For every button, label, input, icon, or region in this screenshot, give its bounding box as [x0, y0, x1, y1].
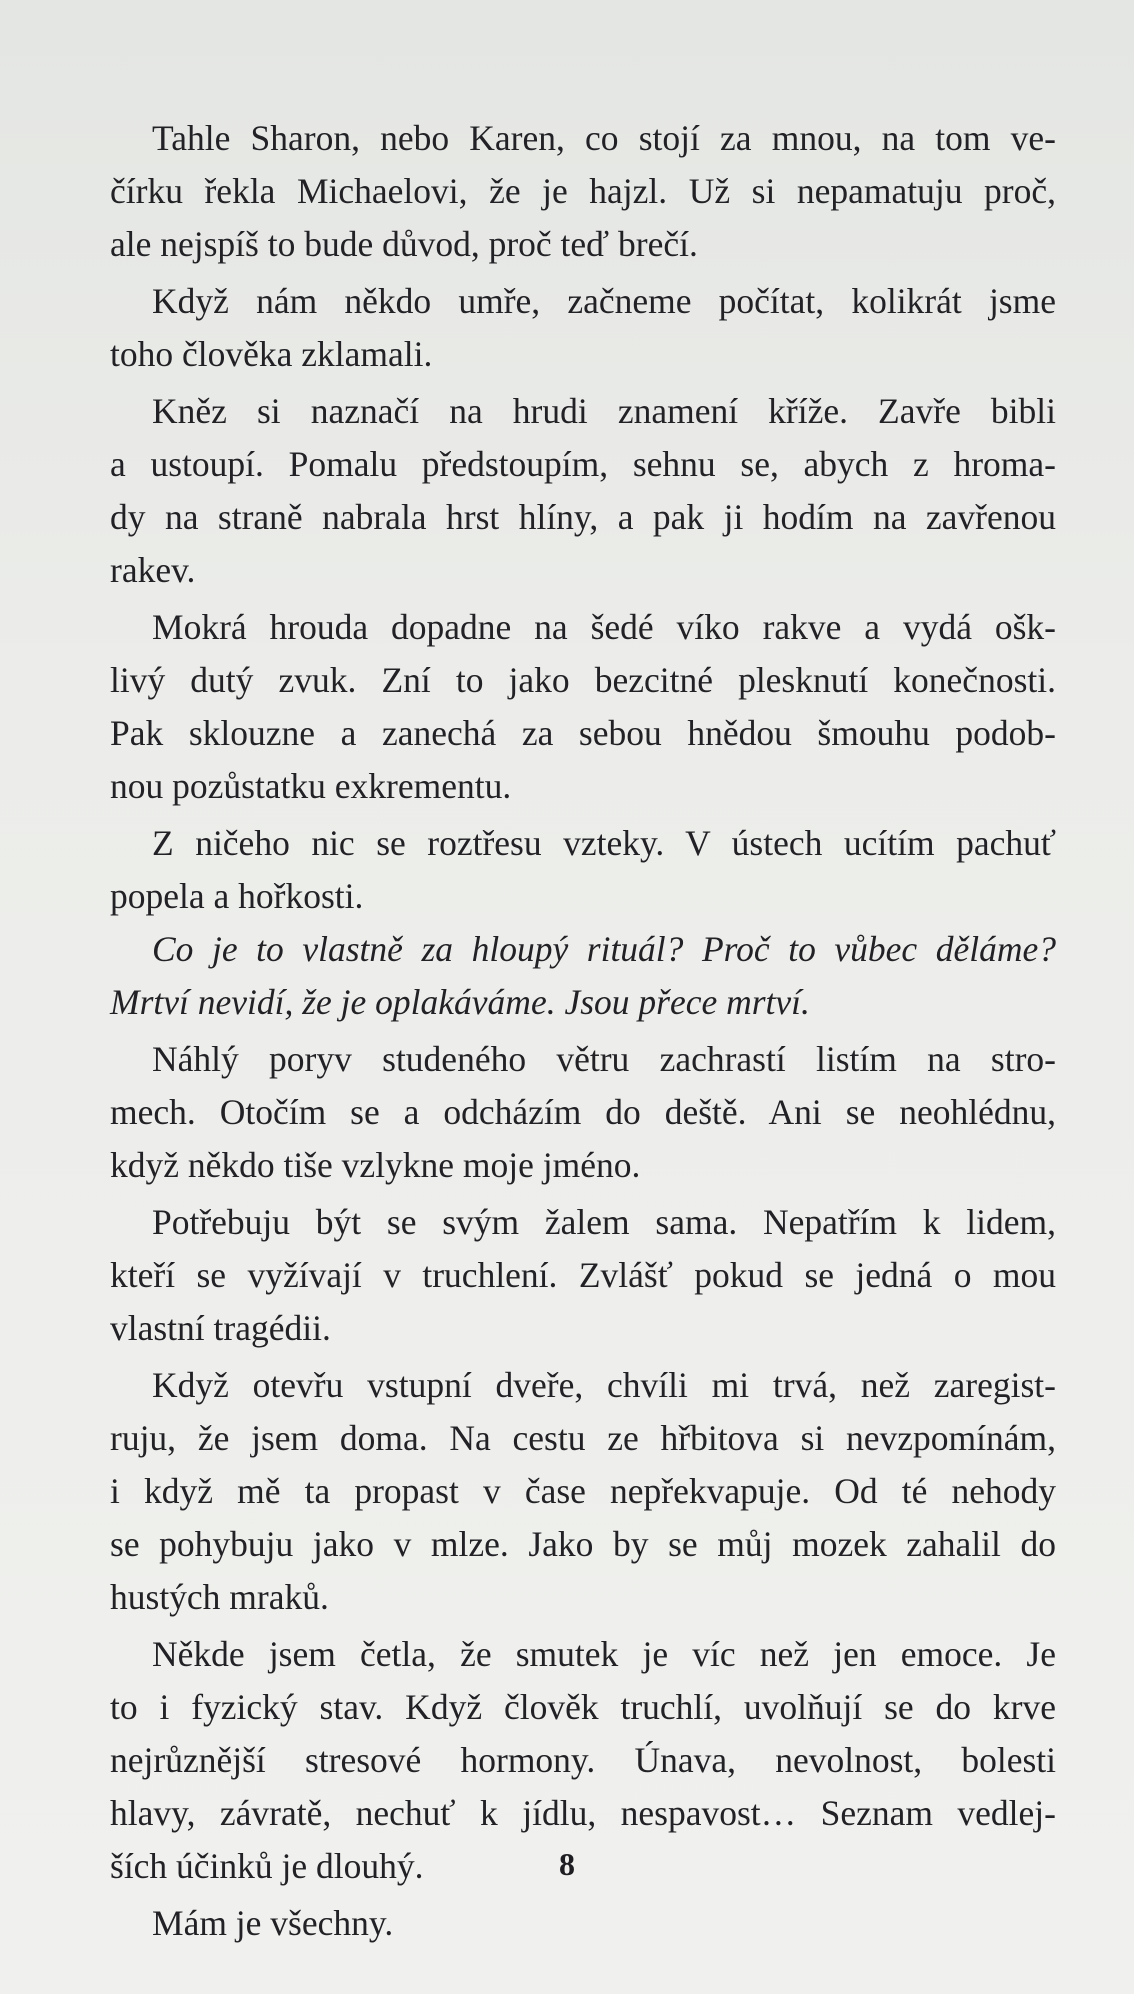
text-line: i když mě ta propast v čase nepřekvapuje. Od té nehody: [110, 1471, 1056, 1511]
paragraph-11: [110, 1897, 1056, 1950]
text-line: rakev.: [110, 550, 196, 590]
text-line: to i fyzický stav. Když člověk truchlí, uvolňují se do krve: [110, 1687, 1056, 1727]
text-line: hlavy, závratě, nechuť k jídlu, nespavost… Seznam vedlej-: [110, 1793, 1056, 1833]
paragraph-5: [110, 817, 1056, 923]
text-line: Mám je všechny.: [152, 1903, 394, 1943]
text-line: livý dutý zvuk. Zní to jako bezcitné plesknutí konečnosti.: [110, 660, 1056, 700]
paragraph-7: [110, 1033, 1056, 1192]
text-line: ale nejspíš to bude důvod, proč teď brečí.: [110, 224, 698, 264]
paragraph-9: [110, 1359, 1056, 1624]
text-line: Co je to vlastně za hloupý rituál? Proč to vůbec děláme?: [152, 929, 1056, 969]
text-line: Mokrá hrouda dopadne na šedé víko rakve a vydá ošk-: [152, 607, 1056, 647]
text-line: Náhlý poryv studeného větru zachrastí listím na stro-: [152, 1039, 1056, 1079]
paragraph-2: [110, 275, 1056, 381]
paragraph-1: [110, 112, 1056, 271]
text-line: Kněz si naznačí na hrudi znamení kříže. Zavře bibli: [152, 391, 1056, 431]
paragraph-3: [110, 385, 1056, 597]
body-text: [110, 112, 1056, 1950]
text-line: nou pozůstatku exkrementu.: [110, 766, 512, 806]
text-line: Pak sklouzne a zanechá za sebou hnědou šmouhu podob-: [110, 713, 1056, 753]
text-line: ších účinků je dlouhý.: [110, 1846, 424, 1886]
text-line: Když nám někdo umře, začneme počítat, kolikrát jsme: [152, 281, 1056, 321]
text-line: Mrtví nevidí, že je oplakáváme. Jsou přece mrtví.: [110, 982, 810, 1022]
text-line: kteří se vyžívají v truchlení. Zvlášť pokud se jedná o mou: [110, 1255, 1056, 1295]
text-line: dy na straně nabrala hrst hlíny, a pak ji hodím na zavřenou: [110, 497, 1056, 537]
text-line: když někdo tiše vzlykne moje jméno.: [110, 1145, 641, 1185]
text-line: mech. Otočím se a odcházím do deště. Ani se neohlédnu,: [110, 1092, 1056, 1132]
text-line: Tahle Sharon, nebo Karen, co stojí za mnou, na tom ve-: [152, 118, 1056, 158]
text-line: toho člověka zklamali.: [110, 334, 433, 374]
text-line: Potřebuju být se svým žalem sama. Nepatřím k lidem,: [152, 1202, 1056, 1242]
text-line: popela a hořkosti.: [110, 876, 364, 916]
paragraph-4: [110, 601, 1056, 813]
text-line: Z ničeho nic se roztřesu vzteky. V ústech ucítím pachuť: [152, 823, 1056, 863]
text-line: nejrůznější stresové hormony. Únava, nevolnost, bolesti: [110, 1740, 1056, 1780]
paragraph-8: [110, 1196, 1056, 1355]
text-line: hustých mraků.: [110, 1577, 329, 1617]
page-number: 8: [559, 1846, 575, 1882]
text-line: ruju, že jsem doma. Na cestu ze hřbitova si nevzpomínám,: [110, 1418, 1056, 1458]
text-line: Někde jsem četla, že smutek je víc než jen emoce. Je: [152, 1634, 1056, 1674]
text-line: a ustoupí. Pomalu předstoupím, sehnu se, abych z hroma-: [110, 444, 1056, 484]
text-line: se pohybuju jako v mlze. Jako by se můj mozek zahalil do: [110, 1524, 1056, 1564]
text-line: čírku řekla Michaelovi, že je hajzl. Už si nepamatuju proč,: [110, 171, 1056, 211]
italic-thought-paragraph: [110, 923, 1056, 1029]
text-line: Když otevřu vstupní dveře, chvíli mi trvá, než zaregist-: [152, 1365, 1056, 1405]
text-line: vlastní tragédii.: [110, 1308, 331, 1348]
